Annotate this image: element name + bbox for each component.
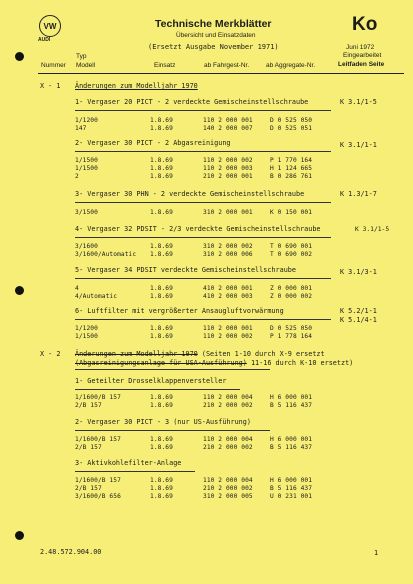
table-row: 110 2 000 004: [203, 436, 253, 443]
group-title: 2- Vergaser 30 PICT - 2 Abgasreinigung: [75, 139, 231, 147]
header-rule: [38, 73, 404, 74]
table-row: 110 2 000 002: [203, 157, 253, 164]
table-row: B 5 116 437: [270, 485, 313, 492]
table-row: 210 2 000 002: [203, 485, 253, 492]
group-rule: [75, 202, 331, 203]
table-row: 1.8.69: [150, 444, 173, 451]
table-row: 1.8.69: [150, 285, 173, 292]
table-row: 110 2 000 001: [203, 325, 253, 332]
section-rule: [75, 369, 270, 370]
table-row: 1/1600/B 157: [75, 436, 121, 443]
table-row: 1/1500: [75, 333, 98, 340]
table-row: 4: [75, 285, 79, 292]
table-row: 1.8.69: [150, 117, 173, 124]
table-row: 310 2 000 005: [203, 493, 253, 500]
table-row: 1.8.69: [150, 125, 173, 132]
group-rule: [75, 151, 331, 152]
table-row: U 0 231 001: [270, 493, 313, 500]
heading-line2-struck: (Abgasreinigungsanlage für USA-Ausführung): [75, 359, 247, 367]
table-row: 1.8.69: [150, 485, 173, 492]
table-row: 1.8.69: [150, 402, 173, 409]
table-row: 147: [75, 125, 87, 132]
table-row: 1/1500: [75, 157, 98, 164]
issue-date: Juni 1972: [346, 44, 375, 51]
table-row: 1.8.69: [150, 243, 173, 250]
table-row: B 5 116 437: [270, 444, 313, 451]
table-row: 1.8.69: [150, 477, 173, 484]
leitfaden-label: Leitfaden Seite: [338, 61, 385, 68]
table-row: 3/1500: [75, 209, 98, 216]
table-row: 110 2 000 004: [203, 394, 253, 401]
group-ref: K 1.3/1-7: [340, 190, 377, 198]
table-row: Z 0 000 001: [270, 285, 313, 292]
table-row: 1/1500: [75, 165, 98, 172]
col-nummer: Nummer: [41, 62, 66, 69]
table-row: 310 2 000 001: [203, 209, 253, 216]
col-aggregate: ab Aggregate-Nr.: [266, 62, 316, 69]
table-row: 1.8.69: [150, 157, 173, 164]
table-row: 1.8.69: [150, 394, 173, 401]
table-row: D 0 525 051: [270, 125, 313, 132]
table-row: H 6 000 001: [270, 477, 313, 484]
table-row: 1.8.69: [150, 293, 173, 300]
table-row: 2/B 157: [75, 485, 102, 492]
audi-logo-text: AUDI: [38, 37, 51, 43]
group-rule: [75, 471, 195, 472]
table-row: 1.8.69: [150, 173, 173, 180]
updated-label: Eingearbeitet: [343, 52, 382, 59]
group-ref: K 3.1/3-1: [340, 268, 377, 276]
table-row: H 6 000 001: [270, 436, 313, 443]
table-row: 310 2 000 006: [203, 251, 253, 258]
table-row: 3/1600/B 656: [75, 493, 121, 500]
page-number: 1: [374, 549, 379, 557]
col-einsatz: Einsatz: [154, 62, 176, 69]
table-row: B 5 116 437: [270, 402, 313, 409]
table-row: 1/1600/B 157: [75, 477, 121, 484]
table-row: 2: [75, 173, 79, 180]
group-title: 1- Geteilter Drosselklappenversteller: [75, 377, 227, 385]
table-row: 2/B 157: [75, 402, 102, 409]
table-row: T 0 690 002: [270, 251, 313, 258]
group-title: 5- Vergaser 34 PDSIT verdeckte Gemischeinstellschraube: [75, 266, 296, 274]
table-row: 210 2 000 002: [203, 444, 253, 451]
group-ref: K 3.1/1-5: [355, 226, 390, 233]
group-rule: [75, 237, 331, 238]
table-row: 1.8.69: [150, 209, 173, 216]
table-row: H 6 000 001: [270, 394, 313, 401]
group-ref-2: K 5.1/4-1: [340, 316, 377, 324]
document-number: 2.48.572.904.00: [40, 548, 102, 556]
table-row: 1.8.69: [150, 251, 173, 258]
doc-code: Ko: [352, 14, 378, 35]
heading-rest: (Seiten 1-10 durch X-9 ersetzt: [201, 350, 325, 358]
table-row: 210 2 000 002: [203, 402, 253, 409]
table-row: 110 2 000 002: [203, 333, 253, 340]
col-typ: Typ: [76, 53, 87, 60]
col-fahrgest: ab Fahrgest-Nr.: [204, 62, 250, 69]
table-row: 1/1200: [75, 325, 98, 332]
table-row: 1.8.69: [150, 325, 173, 332]
replaces-note: (Ersetzt Ausgabe November 1971): [148, 43, 279, 51]
heading-struck: Änderungen zum Modelljahr 1970: [75, 350, 198, 358]
table-row: 1.8.69: [150, 165, 173, 172]
group-rule: [75, 389, 240, 390]
table-row: 110 2 000 004: [203, 477, 253, 484]
table-row: 3/1600: [75, 243, 98, 250]
table-row: P 1 778 164: [270, 333, 313, 340]
table-row: D 0 525 050: [270, 117, 313, 124]
punch-hole: [15, 531, 24, 540]
table-row: 110 2 000 003: [203, 165, 253, 172]
punch-hole: [15, 286, 24, 295]
table-row: 110 2 000 001: [203, 117, 253, 124]
table-row: T 0 690 001: [270, 243, 313, 250]
group-rule: [75, 430, 270, 431]
table-row: 210 2 000 001: [203, 173, 253, 180]
group-title: 4- Vergaser 32 PDSIT - 2/3 verdeckte Gemischeinstellschraube: [75, 225, 321, 233]
section-heading: [75, 350, 325, 358]
punch-hole: [15, 52, 24, 61]
vw-logo: VW: [39, 15, 61, 37]
section-number: X - 1: [40, 82, 61, 90]
group-title: 2- Vergaser 30 PICT - 3 (nur US-Ausführung): [75, 418, 251, 426]
table-row: P 1 770 164: [270, 157, 313, 164]
table-row: K 0 150 001: [270, 209, 313, 216]
table-row: 1.8.69: [150, 333, 173, 340]
table-row: 2/B 157: [75, 444, 102, 451]
section-heading: Änderungen zum Modelljahr 1970: [75, 82, 198, 90]
heading-line2-rest: 11-16 durch K-10 ersetzt): [250, 359, 354, 367]
group-title: 3- Aktivkohlefilter-Anlage: [75, 459, 182, 467]
group-ref: K 5.2/1-1: [340, 307, 377, 315]
table-row: 4/Automatic: [75, 293, 118, 300]
group-rule: [75, 278, 331, 279]
table-row: D 0 525 050: [270, 325, 313, 332]
section-heading-line2: [75, 359, 353, 367]
group-rule: [75, 110, 331, 111]
table-row: H 1 124 665: [270, 165, 313, 172]
table-row: 1/1600/B 157: [75, 394, 121, 401]
table-row: 1.8.69: [150, 493, 173, 500]
col-modell: Modell: [76, 62, 96, 69]
table-row: 3/1600/Automatic: [75, 251, 137, 258]
group-ref: K 3.1/1-1: [340, 141, 377, 149]
group-rule: [75, 319, 331, 320]
table-row: 1/1200: [75, 117, 98, 124]
table-row: B 0 286 761: [270, 173, 313, 180]
table-row: 410 2 000 001: [203, 285, 253, 292]
group-title: 3- Vergaser 30 PHN - 2 verdeckte Gemischeinstellschraube: [75, 190, 305, 198]
page-title: Technische Merkblätter: [155, 18, 272, 30]
table-row: Z 0 000 002: [270, 293, 313, 300]
page-subtitle: Übersicht und Einsatzdaten: [176, 32, 256, 39]
group-ref: K 3.1/1-5: [340, 98, 377, 106]
group-title: 1- Vergaser 20 PICT - 2 verdeckte Gemischeinstellschraube: [75, 98, 309, 106]
table-row: 1.8.69: [150, 436, 173, 443]
table-row: 410 2 000 003: [203, 293, 253, 300]
section-number: X - 2: [40, 350, 61, 358]
table-row: 310 2 000 002: [203, 243, 253, 250]
table-row: 140 2 000 007: [203, 125, 253, 132]
group-title: 6- Luftfilter mit vergrößerter Ansaugluftvorwärmung: [75, 307, 284, 315]
